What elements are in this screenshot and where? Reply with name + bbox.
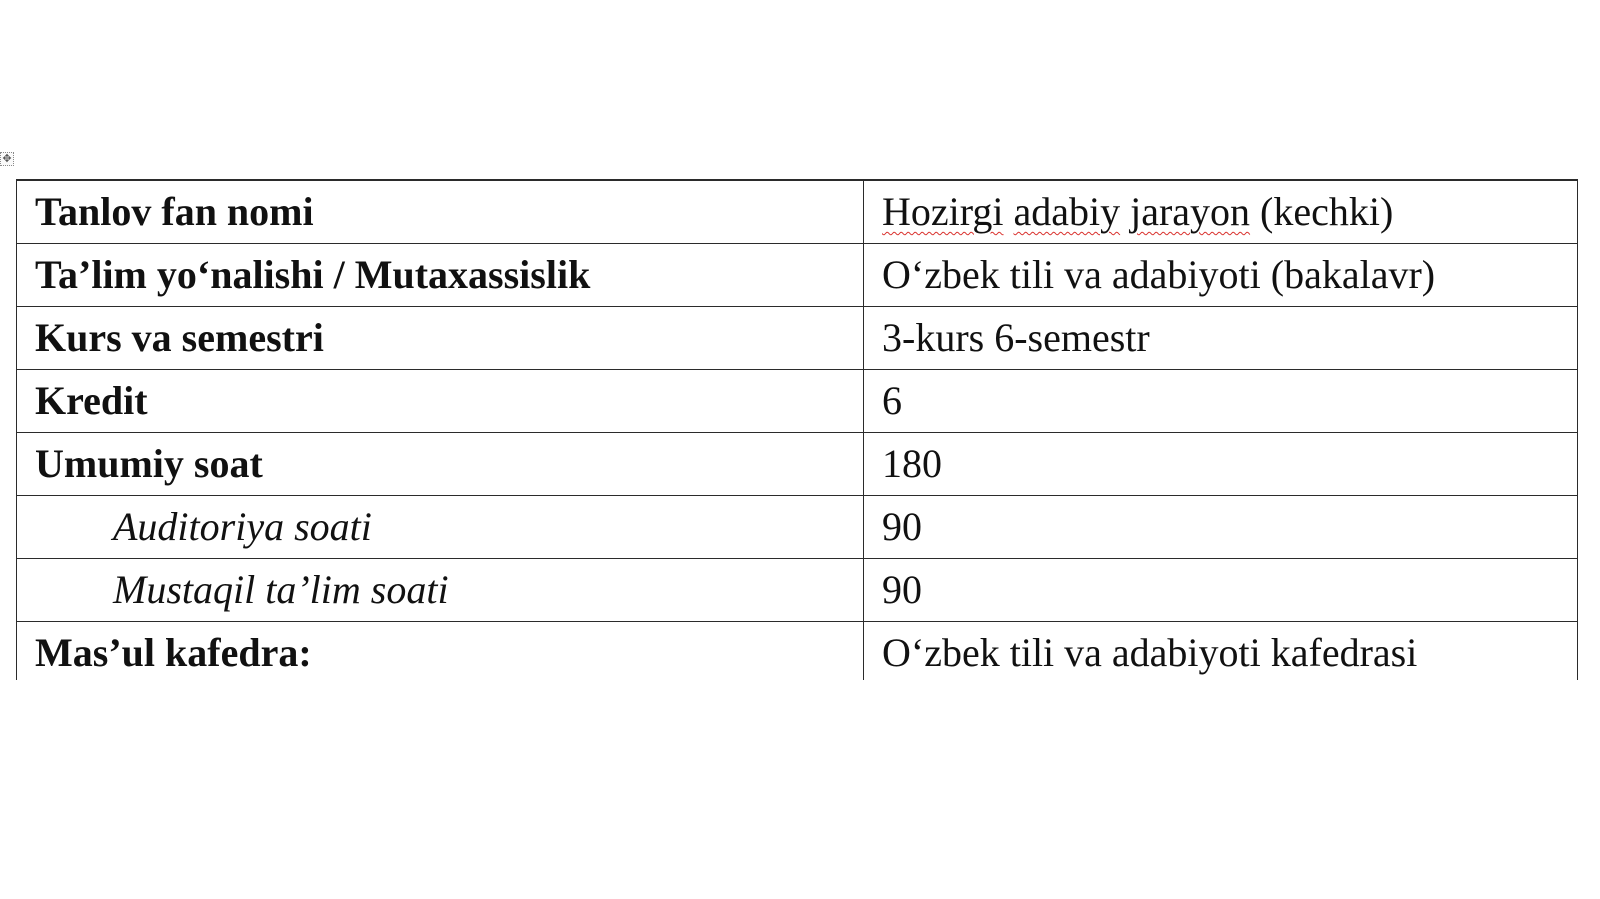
table-row bbox=[17, 559, 1578, 622]
row-label-auditoriya-soati[interactable]: Auditoriya soati bbox=[17, 496, 864, 559]
word-space bbox=[1120, 189, 1130, 234]
row-value-kurs-va-semestri[interactable]: 3-kurs 6-semestr bbox=[864, 307, 1578, 370]
row-value-tanlov-fan-nomi[interactable] bbox=[864, 180, 1578, 244]
spellcheck-word: adabiy bbox=[1013, 189, 1121, 234]
row-value-umumiy-soat[interactable]: 180 bbox=[864, 433, 1578, 496]
row-value-mustaqil-talim-soati[interactable]: 90 bbox=[864, 559, 1578, 622]
table-row bbox=[17, 496, 1578, 559]
row-label-mustaqil-talim-soati[interactable]: Mustaqil ta’lim soati bbox=[17, 559, 864, 622]
row-label-tanlov-fan-nomi[interactable]: Tanlov fan nomi bbox=[17, 180, 864, 244]
course-info-table bbox=[16, 179, 1578, 680]
table-row bbox=[17, 180, 1578, 244]
word-space bbox=[1003, 189, 1013, 234]
spellcheck-word: jarayon bbox=[1130, 189, 1251, 234]
row-value-talim-yonalishi[interactable]: O‘zbek tili va adabiyoti (bakalavr) bbox=[864, 244, 1578, 307]
table-row bbox=[17, 370, 1578, 433]
row-label-kurs-va-semestri[interactable]: Kurs va semestri bbox=[17, 307, 864, 370]
spellcheck-word: Hozirgi bbox=[882, 189, 1004, 234]
table-row bbox=[17, 622, 1578, 681]
value-text: (kechki) bbox=[1250, 189, 1394, 234]
document-table-container bbox=[16, 179, 1578, 680]
row-value-auditoriya-soati[interactable]: 90 bbox=[864, 496, 1578, 559]
table-row bbox=[17, 433, 1578, 496]
table-move-handle-icon[interactable]: ✥ bbox=[0, 152, 14, 166]
table-row bbox=[17, 307, 1578, 370]
row-label-masul-kafedra[interactable]: Mas’ul kafedra: bbox=[17, 622, 864, 681]
row-label-kredit[interactable]: Kredit bbox=[17, 370, 864, 433]
row-value-masul-kafedra[interactable]: O‘zbek tili va adabiyoti kafedrasi bbox=[864, 622, 1578, 681]
table-row bbox=[17, 244, 1578, 307]
row-value-kredit[interactable]: 6 bbox=[864, 370, 1578, 433]
row-label-umumiy-soat[interactable]: Umumiy soat bbox=[17, 433, 864, 496]
row-label-talim-yonalishi[interactable]: Ta’lim yo‘nalishi / Mutaxassislik bbox=[17, 244, 864, 307]
